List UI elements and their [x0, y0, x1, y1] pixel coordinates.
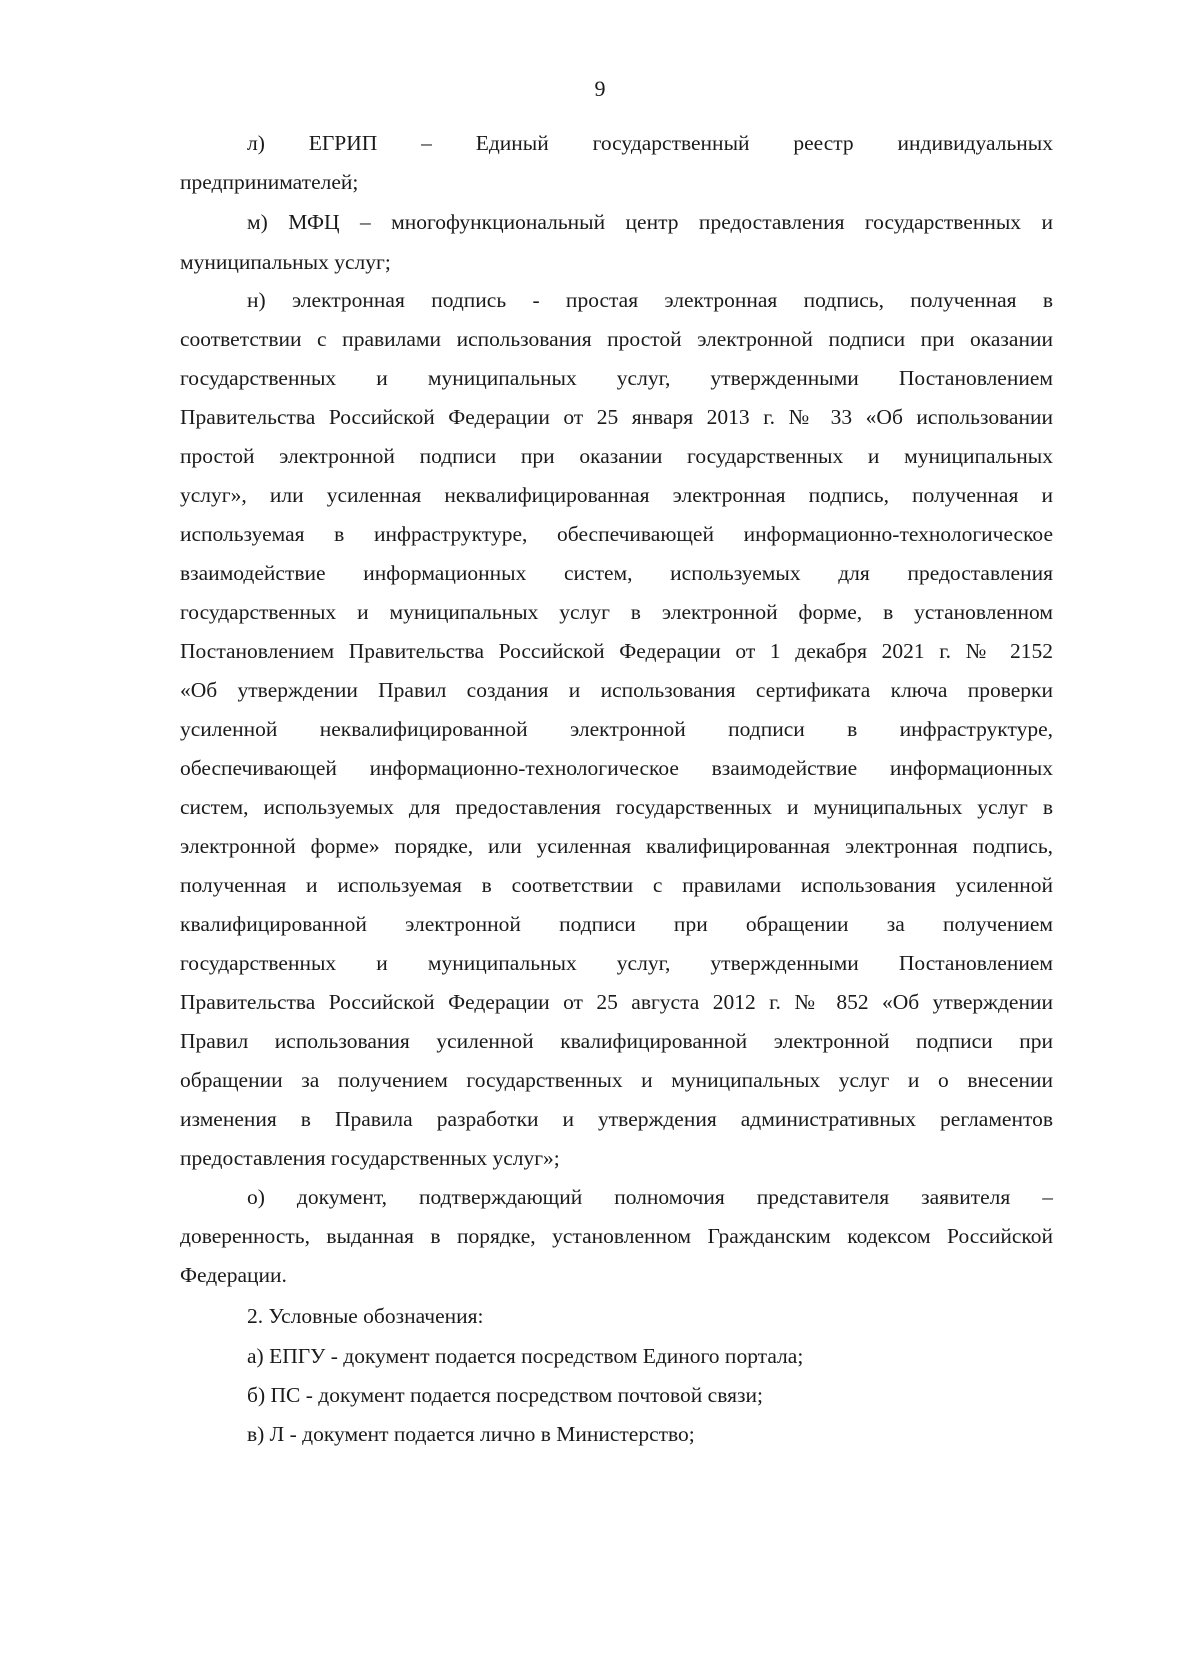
- list-item: в) Л - документ подается лично в Министерство;: [247, 1422, 695, 1446]
- section-heading: 2. Условные обозначения:: [247, 1304, 484, 1328]
- text-line: м) МФЦ – многофункциональный центр предоставления государственных и: [247, 212, 1053, 234]
- text-line: Федерации.: [180, 1263, 287, 1287]
- text-line: обеспечивающей информационно-технологическое взаимодействие информационных: [180, 758, 1053, 780]
- text-line: н) электронная подпись - простая электронная подпись, полученная в: [247, 290, 1053, 312]
- text-line: электронной форме» порядке, или усиленная квалифицированная электронная подпись,: [180, 836, 1053, 858]
- text-line: л) ЕГРИП – Единый государственный реестр индивидуальных: [247, 133, 1053, 155]
- list-item: б) ПС - документ подается посредством почтовой связи;: [247, 1383, 763, 1407]
- text-line: соответствии с правилами использования простой электронной подписи при оказании: [180, 329, 1053, 351]
- text-line: Постановлением Правительства Российской Федерации от 1 декабря 2021 г. № 2152: [180, 641, 1053, 663]
- text-line: государственных и муниципальных услуг, утвержденными Постановлением: [180, 368, 1053, 390]
- text-line: обращении за получением государственных и муниципальных услуг и о внесении: [180, 1070, 1053, 1092]
- text-line: государственных и муниципальных услуг, утвержденными Постановлением: [180, 953, 1053, 975]
- text-line: доверенность, выданная в порядке, установленном Гражданским кодексом Российской: [180, 1226, 1053, 1248]
- list-item: а) ЕПГУ - документ подается посредством Единого портала;: [247, 1344, 804, 1368]
- text-line: услуг», или усиленная неквалифицированная электронная подпись, полученная и: [180, 485, 1053, 507]
- text-line: простой электронной подписи при оказании государственных и муниципальных: [180, 446, 1053, 468]
- text-line: муниципальных услуг;: [180, 250, 391, 274]
- text-line: изменения в Правила разработки и утверждения административных регламентов: [180, 1109, 1053, 1131]
- text-line: «Об утверждении Правил создания и использования сертификата ключа проверки: [180, 680, 1053, 702]
- text-line: предпринимателей;: [180, 170, 359, 194]
- text-line: предоставления государственных услуг»;: [180, 1146, 560, 1170]
- text-line: квалифицированной электронной подписи при обращении за получением: [180, 914, 1053, 936]
- text-line: взаимодействие информационных систем, используемых для предоставления: [180, 563, 1053, 585]
- text-line: Правил использования усиленной квалифицированной электронной подписи при: [180, 1031, 1053, 1053]
- text-line: используемая в инфраструктуре, обеспечивающей информационно-технологическое: [180, 524, 1053, 546]
- text-line: Правительства Российской Федерации от 25 августа 2012 г. № 852 «Об утверждении: [180, 992, 1053, 1014]
- text-line: о) документ, подтверждающий полномочия представителя заявителя –: [247, 1187, 1053, 1209]
- text-line: систем, используемых для предоставления государственных и муниципальных услуг в: [180, 797, 1053, 819]
- text-line: усиленной неквалифицированной электронной подписи в инфраструктуре,: [180, 719, 1053, 741]
- text-line: полученная и используемая в соответствии с правилами использования усиленной: [180, 875, 1053, 897]
- page-number: 9: [594, 76, 606, 101]
- text-line: Правительства Российской Федерации от 25 января 2013 г. № 33 «Об использовании: [180, 407, 1053, 429]
- text-line: государственных и муниципальных услуг в электронной форме, в установленном: [180, 602, 1053, 624]
